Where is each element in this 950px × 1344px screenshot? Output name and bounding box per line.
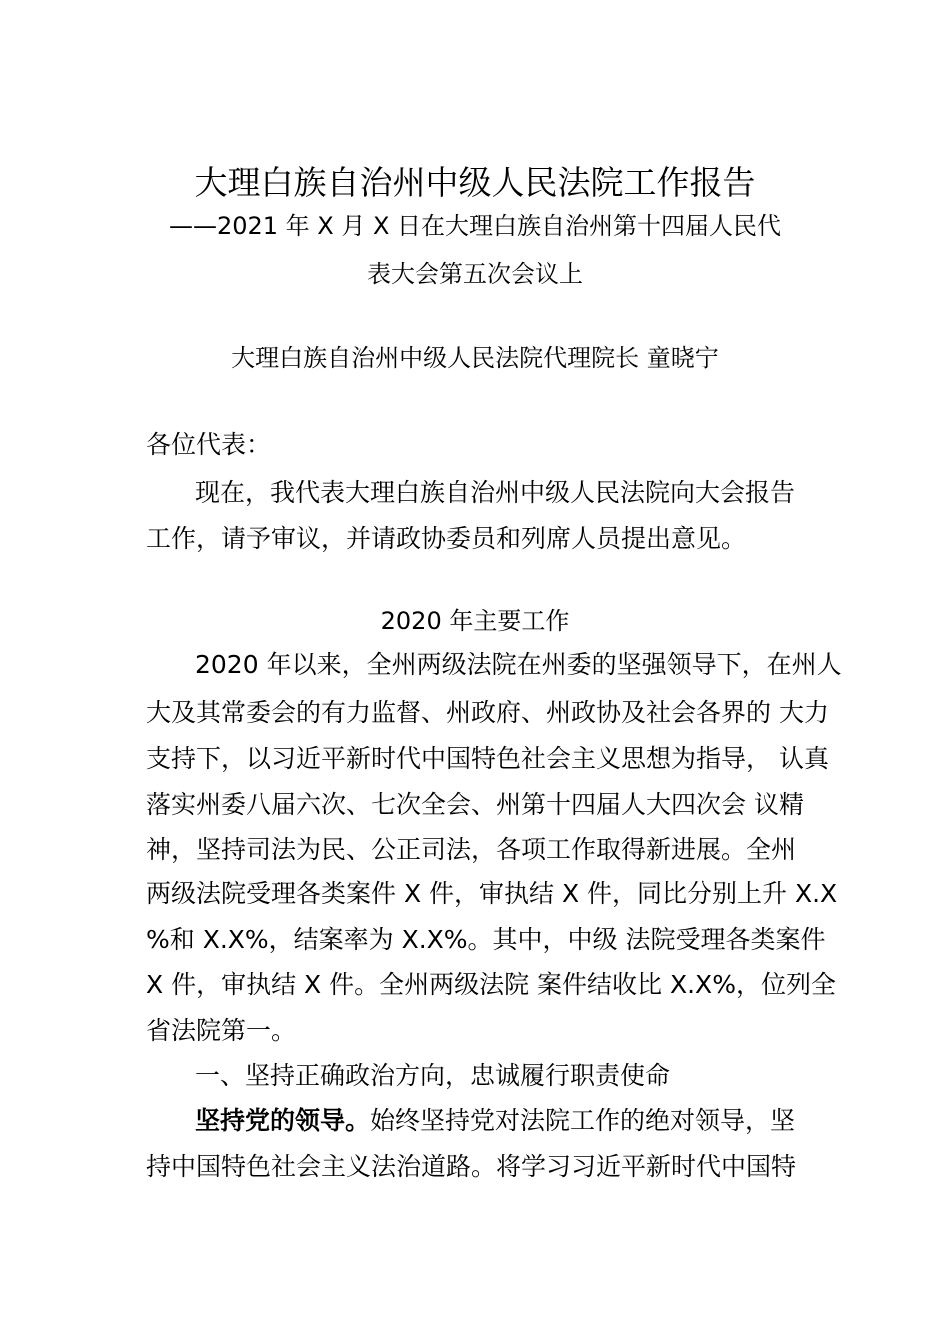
para1-line-8: X 件，审执结 X 件。全州两级法院 案件结收比 X.X%，位列全 bbox=[146, 970, 836, 999]
report-title: 大理白族自治州中级人民法院工作报告 bbox=[194, 163, 756, 202]
para2-line-2: 持中国特色社会主义法治道路。将学习习近平新时代中国特 bbox=[146, 1152, 797, 1181]
para2-line-1-rest: 始终坚持党对法院工作的绝对领导，坚 bbox=[370, 1106, 796, 1135]
subtitle-line-1: ——2021 年 X 月 X 日在大理白族自治州第十四届人民代 bbox=[168, 212, 782, 240]
para1-line-6: 两级法院受理各类案件 X 件，审执结 X 件，同比分别上升 X.X bbox=[146, 879, 838, 908]
heading-1: 一、坚持正确政治方向，忠诚履行职责使命 bbox=[195, 1061, 671, 1090]
para1-line-9: 省法院第一。 bbox=[146, 1016, 297, 1045]
para1-line-3: 支持下，以习近平新时代中国特色社会主义思想为指导， 认真 bbox=[146, 744, 829, 773]
para2-line-1 bbox=[195, 1108, 795, 1133]
para2-bold-lead: 坚持党的领导。 bbox=[195, 1106, 371, 1135]
intro-line-1: 现在，我代表大理白族自治州中级人民法院向大会报告 bbox=[195, 478, 796, 507]
para1-line-7: %和 X.X%，结案率为 X.X%。其中，中级 法院受理各类案件 bbox=[146, 925, 826, 954]
section-title: 2020 年主要工作 bbox=[380, 607, 570, 635]
para1-line-2: 大及其常委会的有力监督、州政府、州政协及社会各界的 大力 bbox=[146, 698, 829, 727]
intro-line-2: 工作，请予审议，并请政协委员和列席人员提出意见。 bbox=[146, 524, 747, 553]
salutation: 各位代表： bbox=[146, 430, 272, 459]
author-line: 大理白族自治州中级人民法院代理院长 童晓宁 bbox=[231, 344, 719, 372]
para1-line-4: 落实州委八届六次、七次全会、州第十四届人大四次会 议精 bbox=[146, 790, 804, 819]
para1-line-1: 2020 年以来，全州两级法院在州委的坚强领导下，在州人 bbox=[195, 650, 842, 679]
para1-line-5: 神，坚持司法为民、公正司法，各项工作取得新进展。全州 bbox=[146, 835, 797, 864]
subtitle-line-2: 表大会第五次会议上 bbox=[367, 260, 583, 288]
